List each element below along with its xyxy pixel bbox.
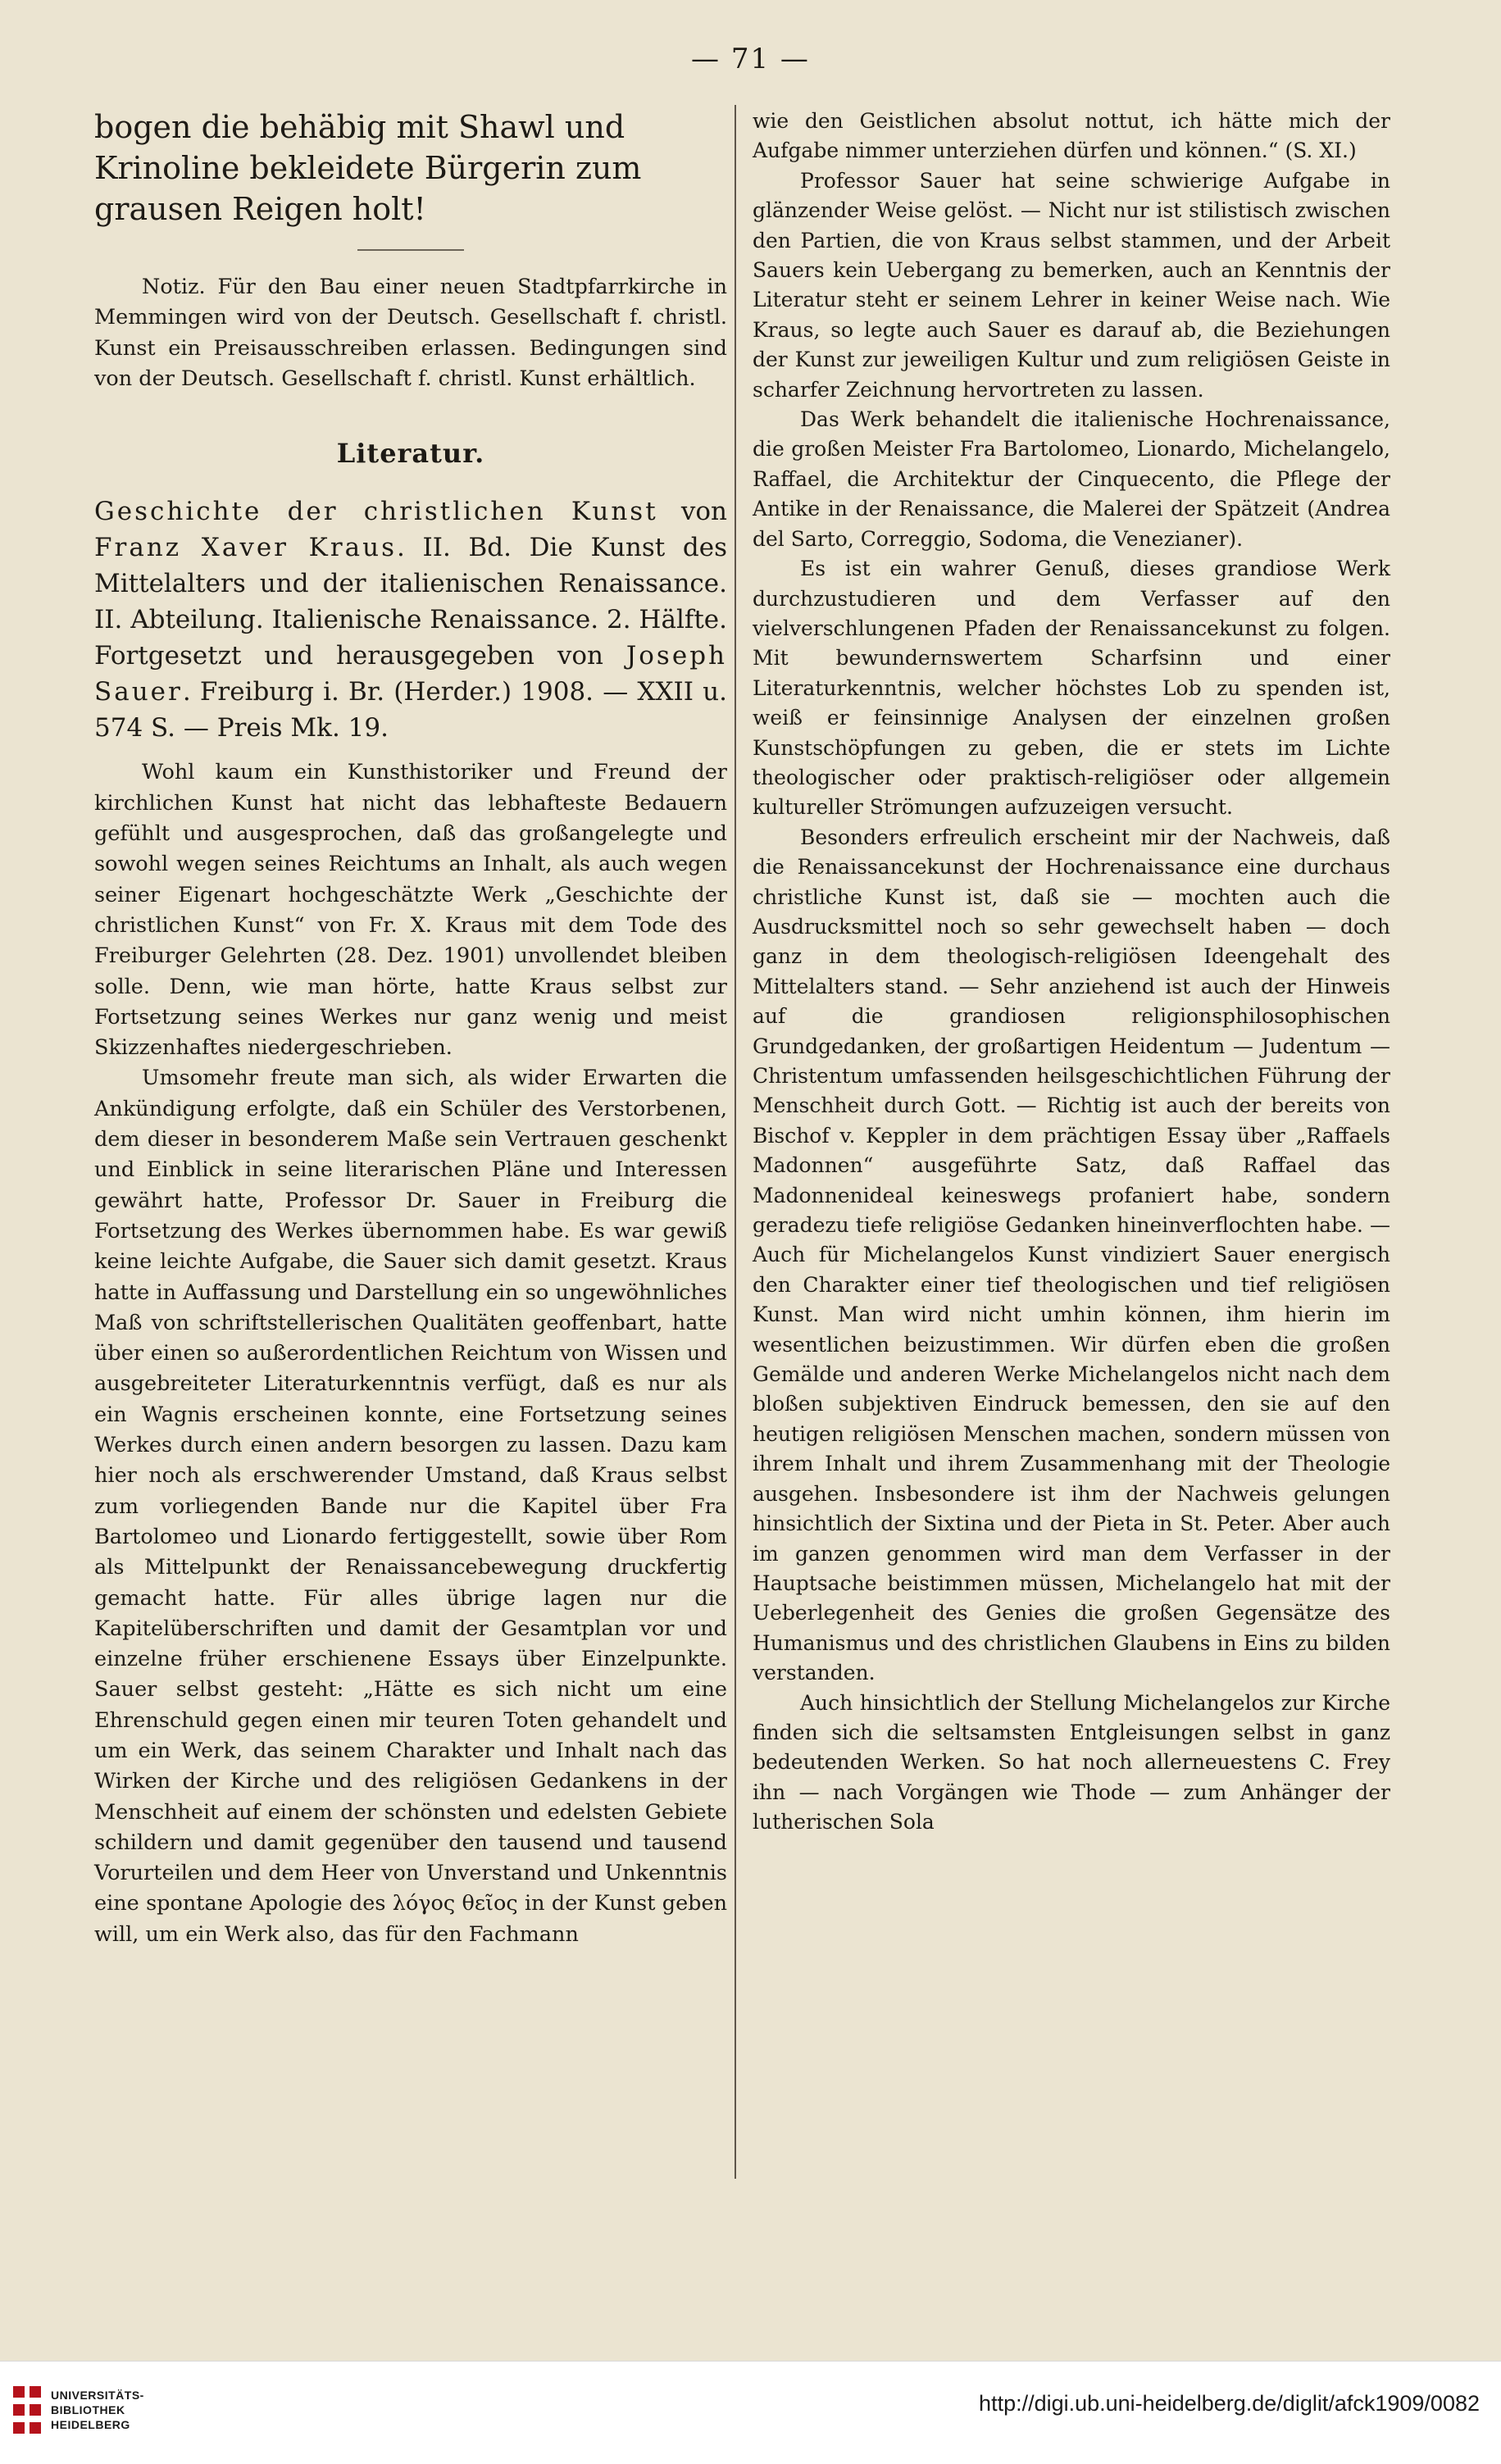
body-paragraph: Professor Sauer hat seine schwierige Aufgabe in glänzender Weise gelöst. — Nicht nur ist stilistisch zwischen den Partien, die von Kraus selbst stammen, und der Arbeit Sauers kein Uebergang zu bemerken, auch an Kenntnis der Literatur steht er seinem Lehrer in keiner Weise nach. Wie Kraus, so legte auch Sauer es darauf ab, die Beziehungen der Kunst zur jeweiligen Kultur und zum religiösen Geiste in scharfer Zeichnung hervortreten zu lassen. bbox=[753, 168, 1390, 402]
logo-line: BIBLIOTHEK bbox=[51, 2403, 125, 2416]
body-paragraph: Es ist ein wahrer Genuß, dieses grandiose Werk durchzustudieren und dem Verfasser auf den vielverschlungenen Pfaden der Renaissancekunst zu folgen. Mit bewundernswertem Scharfsinn und einer Literaturkenntnis, welcher höchstes Lob zu spenden ist, weiß er feinsinnige Analysen der einzelnen großen Kunstschöpfungen zu geben, die er stets im Lichte theologischer oder praktisch-religiöser oder allgemein kultureller Strömungen aufzuzeigen versucht. bbox=[753, 557, 1390, 820]
review-heading bbox=[94, 493, 727, 746]
review-heading-details: . II. Bd. Die Kunst des Mittelalters und der italienischen Renaissance. II. Abteilung. Italienische Renaissance. 2. Hälfte. Fortgesetzt und herausgegeben von bbox=[94, 533, 727, 671]
body-paragraph: Wohl kaum ein Kunsthistoriker und Freund der kirchlichen Kunst hat nicht das lebhafteste Bedauern gefühlt und ausgesprochen, daß das großangelegte und sowohl wegen seines Reichtums an Inhalt, als auch wegen seiner Eigenart hochgeschätzte Werk „Geschichte der christlichen Kunst“ von Fr. X. Kraus mit dem Tode des Freiburger Gelehrten (28. Dez. 1901) unvollendet bleiben solle. Denn, wie man hörte, hatte Kraus selbst zur Fortsetzung seines Werkes nur ganz wenig und meist Skizzenhaftes niedergeschrieben. bbox=[94, 760, 727, 1061]
page-number: — 71 — bbox=[691, 43, 810, 75]
review-heading-connector: von bbox=[657, 497, 727, 527]
review-editor: Joseph Sauer bbox=[94, 641, 727, 707]
review-book-title: Geschichte der christlichen Kunst bbox=[94, 497, 658, 527]
lead-paragraph: bogen die behäbig mit Shawl und Krinoline bekleidete Bürgerin zum grausen Reigen holt! bbox=[94, 109, 642, 227]
library-logo-icon bbox=[13, 2386, 43, 2440]
note-paragraph: Notiz. Für den Bau einer neuen Stadtpfarrkirche in Memmingen wird von der Deutsch. Gesellschaft f. christl. Kunst ein Preisausschreiben erlassen. Bedingungen sind von der Deutsch. Gesellschaft f. christl. Kunst erhältlich. bbox=[94, 275, 727, 391]
review-author: Franz Xaver Kraus bbox=[94, 533, 397, 563]
review-publication-info: . Freiburg i. Br. (Herder.) 1908. — XXII u. 574 S. — Preis Mk. 19. bbox=[94, 677, 727, 743]
column-divider bbox=[735, 105, 736, 2179]
body-paragraph: Umsomehr freute man sich, als wider Erwarten die Ankündigung erfolgte, daß ein Schüler des Verstorbenen, dem dieser in besonderem Maße sein Vertrauen geschenkt und Einblick in seine literarischen Pläne und Interessen gewährt hatte, Professor Dr. Sauer in Freiburg die Fortsetzung des Werkes übernommen habe. Es war gewiß keine leichte Aufgabe, die Sauer sich damit gesetzt. Kraus hatte in Auffassung und Darstellung ein so ungewöhnliches Maß von schriftstellerischen Qualitäten geoffenbart, hatte über einen so außerordentlichen Reichtum von Wissen und ausgebreiteter Literaturkenntnis verfügt, daß es nur als ein Wagnis erscheinen konnte, eine Fortsetzung seines Werkes durch einen andern besorgen zu lassen. Dazu kam hier noch als erschwerender Umstand, daß Kraus selbst zum vorliegenden Bande nur die Kapitel über Fra Bartolomeo und Lionardo fertiggestellt, sowie über Rom als Mittelpunkt der Renaissancebewegung druckfertig gemacht hatte. Für alles übrige lagen nur die Kapitelüberschriften und damit der Gesamtplan vor und einzelne früher erschienene Essays über Einzelpunkte. Sauer selbst gesteht: „Hätte es sich nicht um eine Ehrenschuld gegen einen mir teuren Toten gehandelt und um ein Werk, das seinem Charakter und Inhalt nach das Wirken der Kirche und des religiösen Gedankens in der Menschheit auf einem der schönsten und edelsten Gebiete schildern und damit gegenüber den tausend und tausend Vorurteilen und dem Heer von Unverstand und Unkenntnis eine spontane Apologie des λόγος θεῖος in der Kunst geben will, um ein Werk also, das für den Fachmann bbox=[94, 1066, 727, 1947]
footer-bar bbox=[0, 2361, 1501, 2464]
body-paragraph: Besonders erfreulich erscheint mir der Nachweis, daß die Renaissancekunst der Hochrenaissance eine durchaus christliche Kunst ist, daß sie — mochten auch die Ausdrucksmittel noch so sehr gewechselt haben — doch ganz in dem theologisch-religiösen Ideengehalt des Mittelalters stand. — Sehr anziehend ist auch der Hinweis auf die grandiosen religionsphilosophischen Grundgedanken, der großartigen Heidentum — Judentum — Christentum umfassenden heilsgeschichtlichen Führung der Menschheit durch Gott. — Richtig ist auch der bereits von Bischof v. Keppler in dem prächtigen Essay über „Raffaels Madonnen“ ausgeführte Satz, daß Raffael das Madonnenideal keineswegs profaniert habe, sondern geradezu tiefe religiöse Gedanken hineinverflochten habe. — Auch für Michelangelos Kunst vindiziert Sauer energisch den Charakter einer tief theologischen und tief religiösen Kunst. Man wird nicht umhin können, ihm hierin im wesentlichen beizustimmen. Wir dürfen eben die großen Gemälde und anderen Werke Michelangelos nicht nach dem bloßen subjektiven Eindruck bemessen, den sie auf den heutigen religiösen Menschen machen, sondern müssen von ihrem Inhalt und ihrem Zusammenhang mit der Theologie ausgehen. Insbesondere ist ihm der Nachweis gelungen hinsichtlich der Sixtina und der Pieta in St. Peter. Aber auch im ganzen genommen wird man dem Verfasser in der Hauptsache beistimmen müssen, Michelangelo hat mit der Ueberlegenheit des Genies die großen Gegensätze des Humanismus und des christlichen Glaubens in Eins zu bilden verstanden. bbox=[753, 825, 1390, 1685]
body-paragraph: Auch hinsichtlich der Stellung Michelangelos zur Kirche finden sich die seltsamsten Entgleisungen selbst in ganz bedeutenden Werken. So hat noch allerneuestens C. Frey ihn — nach Vorgängen wie Thode — zum Anhänger der lutherischen Sola bbox=[753, 1690, 1390, 1834]
source-url[interactable]: http://digi.ub.uni-heidelberg.de/diglit/afck1909/0082 bbox=[979, 2391, 1480, 2416]
separator-rule bbox=[357, 249, 464, 251]
body-paragraph: wie den Geistlichen absolut nottut, ich hätte mich der Aufgabe nimmer unterziehen dürfen und können.“ (S. XI.) bbox=[753, 109, 1390, 163]
body-paragraph: Das Werk behandelt die italienische Hochrenaissance, die großen Meister Fra Bartolomeo, Lionardo, Michelangelo, Raffael, die Architektur der Cinquecento, die Pflege der Antike in der Renaissance, die Malerei der Spätzeit (Andrea del Sarto, Correggio, Sodoma, die Venezianer). bbox=[753, 407, 1390, 551]
right-column bbox=[753, 107, 1390, 1838]
logo-line: UNIVERSITÄTS- bbox=[51, 2389, 144, 2402]
logo-line: HEIDELBERG bbox=[51, 2418, 130, 2431]
library-logo-text bbox=[51, 2388, 144, 2432]
left-column bbox=[94, 107, 727, 1950]
section-title: Literatur. bbox=[336, 438, 485, 470]
